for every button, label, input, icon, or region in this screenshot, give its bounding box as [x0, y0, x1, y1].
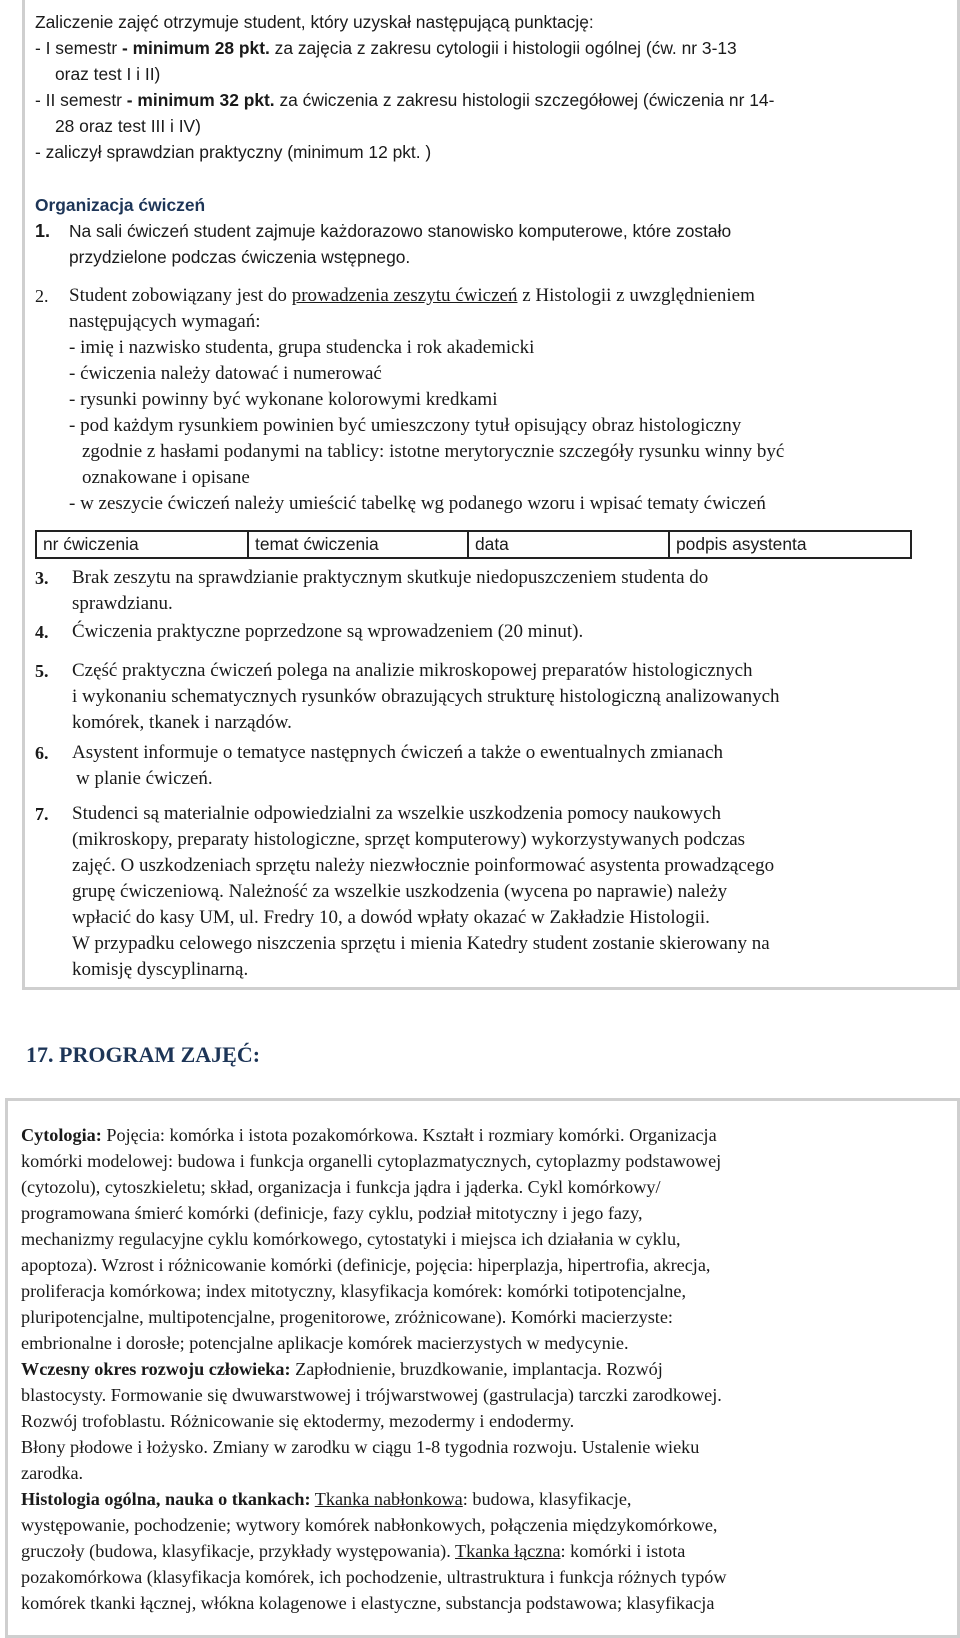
- program-line: Histologia ogólna, nauka o tkankach: Tkanka nabłonkowa: budowa, klasyfikacje,: [21, 1489, 632, 1509]
- program-line: pozakomórkowa (klasyfikacja komórek, ich pochodzenie, ultrastruktura i funkcja różnych typów: [21, 1567, 727, 1587]
- program-line: embrionalne i dorosłe; potencjalne aplikacje komórek macierzystych w medycynie.: [21, 1333, 629, 1353]
- program-line: gruczoły (budowa, klasyfikacje, przykłady występowania). Tkanka łączna: komórki i istota: [21, 1541, 686, 1561]
- item7-line: Studenci są materialnie odpowiedzialni za wszelkie uszkodzenia pomocy naukowych: [72, 803, 721, 824]
- item5-line: komórek, tkanek i narządów.: [72, 712, 292, 733]
- program-line: mechanizmy regulacyjne cyklu komórkowego, cytostatyki i miejsca ich działania w cyklu,: [21, 1229, 681, 1249]
- item7-line: W przypadku celowego niszczenia sprzętu i mienia Katedry student zostanie skierowany na: [72, 933, 770, 954]
- semester2-requirement-cont: 28 oraz test III i IV): [55, 116, 201, 136]
- program-line: proliferacja komórkowa; index mitotyczny, klasyfikacja komórek: komórki totipotencjalne,: [21, 1281, 686, 1301]
- program-line: Cytologia: Pojęcia: komórka i istota pozakomórkowa. Kształt i rozmiary komórki. Organizacja: [21, 1125, 717, 1145]
- item-number: 6.: [35, 743, 49, 763]
- organization-heading: Organizacja ćwiczeń: [35, 195, 206, 215]
- program-line: Wczesny okres rozwoju człowieka: Zapłodnienie, bruzdkowanie, implantacja. Rozwój: [21, 1359, 663, 1379]
- item7-line: wpłacić do kasy UM, ul. Fredry 10, a dowód wpłaty okazać w Zakładzie Histologii.: [72, 907, 710, 928]
- program-line: zarodka.: [21, 1463, 84, 1483]
- item4-line: Ćwiczenia praktyczne poprzedzone są wprowadzeniem (20 minut).: [72, 621, 584, 642]
- program-line: (cytozolu), cytoszkieletu; skład, organizacja i funkcja jądra i jąderka. Cykl komórkowy/: [21, 1177, 661, 1197]
- table-header-cell: nr ćwiczenia: [36, 531, 248, 558]
- program-heading: 17. PROGRAM ZAJĘĆ:: [26, 1042, 261, 1067]
- item2-line: - imię i nazwisko studenta, grupa studencka i rok akademicki: [69, 337, 535, 358]
- semester1-requirement-cont: oraz test I i II): [55, 64, 161, 84]
- program-line: występowanie, pochodzenie; wytwory komórek nabłonkowych, połączenia międzykomórkowe,: [21, 1515, 718, 1535]
- semester1-requirement: - I semestr - minimum 28 pkt. za zajęcia z zakresu cytologii i histologii ogólnej (ćw. nr 3-13: [35, 38, 737, 58]
- item2-line: oznakowane i opisane: [82, 467, 250, 488]
- item2-line: - w zeszycie ćwiczeń należy umieścić tabelkę wg podanego wzoru i wpisać tematy ćwiczeń: [69, 493, 766, 514]
- item2-line: - rysunki powinny być wykonane kolorowymi kredkami: [69, 389, 498, 410]
- item6-line: Asystent informuje o tematyce następnych ćwiczeń a także o ewentualnych zmianach: [72, 742, 724, 763]
- item2-line: następujących wymagań:: [69, 311, 261, 332]
- item3-line: Brak zeszytu na sprawdzianie praktycznym skutkuje niedopuszczeniem studenta do: [72, 567, 709, 588]
- program-line: Rozwój trofoblastu. Różnicowanie się ektodermy, mezodermy i endodermy.: [21, 1411, 575, 1431]
- item5-line: Część praktyczna ćwiczeń polega na analizie mikroskopowej preparatów histologicznych: [72, 660, 753, 681]
- item3-line: sprawdzianu.: [72, 593, 173, 614]
- program-line: komórki modelowej: budowa i funkcja organelli cytoplazmatycznych, cytoplazmy podstawowej: [21, 1151, 722, 1171]
- item7-line: komisję dyscyplinarną.: [72, 959, 249, 980]
- item-number: 5.: [35, 661, 49, 681]
- notebook-link: prowadzenia zeszytu ćwiczeń: [291, 285, 518, 306]
- item-number: 3.: [35, 568, 49, 588]
- item-number: 4.: [35, 622, 49, 642]
- program-line: pluripotencjalne, multipotencjalne, progenitorowe, zróżnicowane). Komórki macierzyste:: [21, 1307, 673, 1327]
- notebook-table-template: [35, 530, 912, 559]
- program-line: blastocysty. Formowanie się dwuwarstwowej i trójwarstwowej (gastrulacja) tarczki zarodkowej.: [21, 1385, 722, 1405]
- item7-line: zajęć. O uszkodzeniach sprzętu należy niezwłocznie poinformować asystenta prowadzącego: [72, 855, 775, 876]
- table-header-cell: podpis asystenta: [669, 531, 911, 558]
- item2-line: - pod każdym rysunkiem powinien być umieszczony tytuł opisujący obraz histologiczny: [69, 415, 742, 436]
- item1-line: Na sali ćwiczeń student zajmuje każdorazowo stanowisko komputerowe, które zostało: [69, 221, 732, 241]
- item7-line: (mikroskopy, preparaty histologiczne, sprzęt komputerowy) wykorzystywanych podczas: [72, 829, 746, 850]
- item2-line: Student zobowiązany jest do prowadzenia zeszytu ćwiczeń z Histologii z uwzględnieniem: [69, 285, 755, 306]
- practical-requirement: - zaliczył sprawdzian praktyczny (minimum 12 pkt. ): [35, 142, 432, 162]
- item6-line: w planie ćwiczeń.: [76, 768, 213, 789]
- connective-tissue-link: Tkanka łączna: [455, 1541, 561, 1561]
- table-row: [36, 531, 911, 558]
- item7-line: grupę ćwiczeniową. Należność za wszelkie uszkodzenia (wycena po naprawie) należy: [72, 881, 728, 902]
- grading-intro: Zaliczenie zajęć otrzymuje student, który uzyskał następującą punktację:: [35, 12, 594, 32]
- semester2-requirement: - II semestr - minimum 32 pkt. za ćwiczenia z zakresu histologii szczegółowej (ćwiczenia nr 14-: [35, 90, 775, 110]
- item2-line: - ćwiczenia należy datować i numerować: [69, 363, 382, 384]
- program-line: komórek tkanki łącznej, włókna kolagenowe i elastyczne, substancja podstawowa; klasyfikacja: [21, 1593, 715, 1613]
- item-number: 1.: [35, 221, 51, 241]
- item1-line: przydzielone podczas ćwiczenia wstępnego.: [69, 247, 411, 267]
- program-line: Błony płodowe i łożysko. Zmiany w zarodku w ciągu 1-8 tygodnia rozwoju. Ustalenie wieku: [21, 1437, 700, 1457]
- item2-line: zgodnie z hasłami podanymi na tablicy: istotne merytorycznie szczegóły rysunku winny być: [82, 441, 785, 462]
- program-line: programowana śmierć komórki (definicje, fazy cyklu, podział mitotyczny i jego fazy,: [21, 1203, 643, 1223]
- item-number: 2.: [35, 286, 49, 306]
- table-header-cell: data: [468, 531, 669, 558]
- item-number: 7.: [35, 804, 49, 824]
- program-line: apoptoza). Wzrost i różnicowanie komórki (definicje, pojęcia: hiperplazja, hipertrofia, akrecja,: [21, 1255, 711, 1275]
- table-header-cell: temat ćwiczenia: [248, 531, 468, 558]
- epithelial-tissue-link: Tkanka nabłonkowa: [314, 1489, 463, 1509]
- item5-line: i wykonaniu schematycznych rysunków obrazujących strukturę histologiczną analizowanych: [72, 686, 780, 707]
